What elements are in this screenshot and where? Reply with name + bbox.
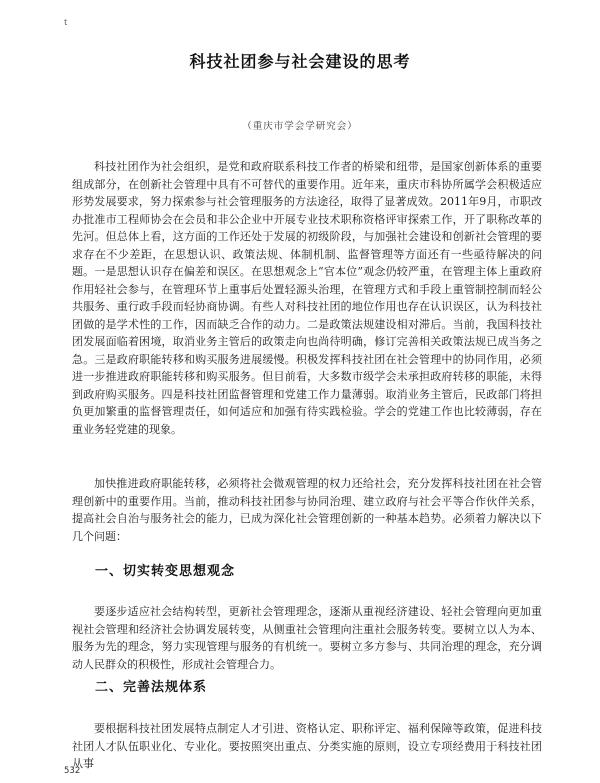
paragraph-text: 加快推进政府职能转移，必须将社会微观管理的权力还给社会，充分发挥科技社团在社会管理创新中的重要作用。当前，推动科技社团参与协同治理、建立政府与社会平等合作伙伴关系，提高社会自治与服务社会的能力，已成为深化社会管理创新的一种基本趋势。必须着力解决以下几个问题： (72, 477, 542, 543)
body-paragraph-2 (72, 475, 542, 545)
section-heading-2: 二、完善法规体系 (95, 680, 208, 695)
body-paragraph-4 (72, 720, 542, 773)
body-paragraph-1 (72, 158, 542, 438)
section-heading-1: 一、切实转变思想观念 (95, 564, 236, 579)
paragraph-text: 科技社团作为社会组织，是党和政府联系科技工作者的桥梁和纽带，是国家创新体系的重要组成部分，在创新社会管理中具有不可替代的重要作用。近年来，重庆市科协所属学会积极适应形势发展要求，努力探索参与社会管理服务的方法途径，取得了显著成效。2011年9月，市职改办批准市工程师协会在会员和非公企业中开展专业技术职称资格评审探索工作，开了职称改革的先河。但总体上看，这方面的工作还处于发展的初级阶段，与加强社会建设和创新社会管理的要求存在不少差距，在思想认识、政策法规、体制机制、监督管理等方面还有一些亟待解决的问题。一是思想认识存在偏差和误区。在思想观念上“官本位”观念仍较严重，在管理主体上重政府作用轻社会参与，在管理环节上重事后处置轻源头治理，在管理方式和手段上重管制控制而轻公共服务、重行政手段而轻协商协调。有些人对科技社团的地位作用也存在认识误区，认为科技社团做的是学术性的工作，因而缺乏合作的动力。二是政策法规建设相对滞后。当前，我国科技社团发展面临着困境，取消业务主管后的政策走向也尚待明确，修订完善相关政策法规已成当务之急。三是政府职能转移和购买服务进展缓慢。积极发挥科技社团在社会管理中的协同作用，必须进一步推进政府职能转移和购买服务。但目前看，大多数市级学会未承担政府转移的职能，未得到政府购买服务。四是科技社团监督管理和党建工作力量薄弱。取消业务主管后，民政部门将担负更加繁重的监督管理责任，如何适应和加强有待实践检验。学会的党建工作也比较薄弱，存在重业务轻党建的现象。 (72, 160, 542, 436)
page-number: 532 (64, 766, 81, 776)
corner-mark: t (64, 18, 68, 27)
body-paragraph-3 (72, 603, 542, 673)
article-title: 科技社团参与社会建设的思考 (189, 52, 411, 71)
author-affiliation: （重庆市学会学研究会） (242, 121, 358, 132)
paragraph-text: 要根据科技社团发展特点制定人才引进、资格认定、职称评定、福利保障等政策，促进科技社团人才队伍职业化、专业化。要按照突出重点、分类实施的原则，设立专项经费用于科技社团从事 (72, 722, 542, 770)
paragraph-text: 要逐步适应社会结构转型，更新社会管理理念，逐渐从重视经济建设、轻社会管理向更加重视社会管理和经济社会协调发展转变，从侧重社会管理向注重社会服务转变。要树立以人为本、服务为先的理念，努力实现管理与服务的有机统一。要树立多方参与、共同治理的理念，充分调动人民群众的积极性，形成社会管理合力。 (72, 605, 542, 671)
